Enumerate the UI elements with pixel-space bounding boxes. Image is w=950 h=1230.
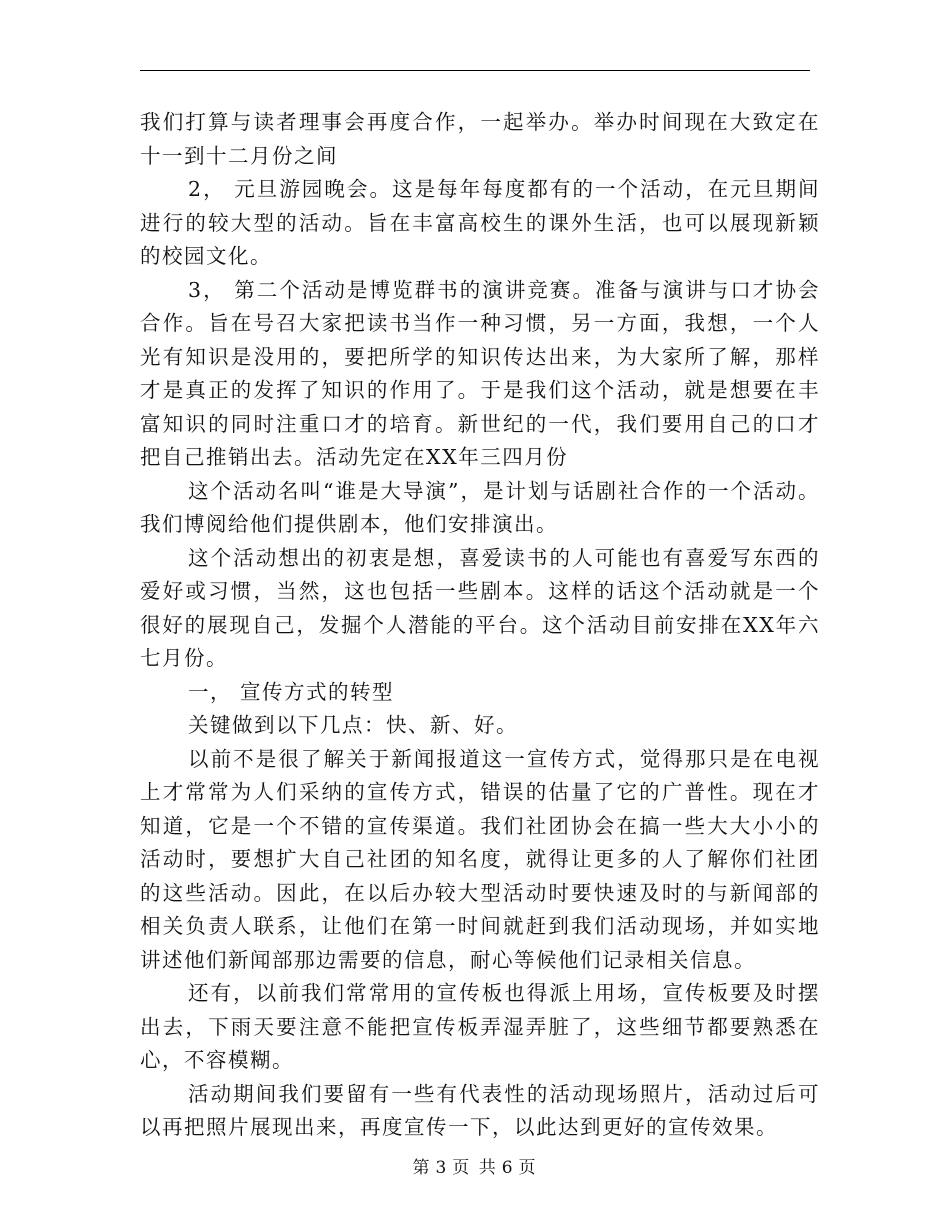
footer-prefix: 第 <box>412 1158 432 1178</box>
paragraph-5: 这个活动想出的初衷是想，喜爱读书的人可能也有喜爱写东西的爱好或习惯，当然，这也包括一些剧本。这样的话这个活动就是一个很好的展现自己，发掘个人潜能的平台。这个活动目前安排在XX年六七月份。 <box>140 545 820 670</box>
total-pages-number: 6 <box>501 1158 515 1178</box>
paragraph-8: 以前不是很了解关于新闻报道这一宣传方式，觉得那只是在电视上才常常为人们采纳的宣传方式，错误的估量了它的广普性。现在才知道，它是一个不错的宣传渠道。我们社团协会在搞一些大大小小的活动时，要想扩大自己社团的知名度，就得让更多的人了解你们社团的这些活动。因此，在以后办较大型活动时要快速及时的与新闻部的相关负责人联系，让他们在第一时间就赶到我们活动现场，并如实地讲述他们新闻部那边需要的信息，耐心等候他们记录相关信息。 <box>140 746 820 972</box>
footer-middle: 页 共 <box>452 1158 498 1178</box>
section-heading: 一， 宣传方式的转型 <box>188 679 395 704</box>
paragraph-10: 活动期间我们要留有一些有代表性的活动现场照片，活动过后可以再把照片展现出来，再度宣传一下，以此达到更好的宣传效果。 <box>140 1081 820 1139</box>
paragraph-1: 我们打算与读者理事会再度合作，一起举办。举办时间现在大致定在十一到十二月份之间 <box>140 110 820 168</box>
paragraph-9: 还有，以前我们常常用的宣传板也得派上用场，宣传板要及时摆出去，下雨天要注意不能把宣传板弄湿弄脏了，这些细节都要熟悉在心，不容模糊。 <box>140 981 820 1072</box>
header-rule <box>140 70 810 71</box>
footer-suffix: 页 <box>518 1158 538 1178</box>
paragraph-7: 关键做到以下几点：快、新、好。 <box>188 713 518 737</box>
paragraph-2: 2， 元旦游园晚会。这是每年每度都有的一个活动，在元旦期间进行的较大型的活动。旨在丰富高校生的课外生活，也可以展现新颖的校园文化。 <box>140 177 820 268</box>
body-text <box>140 106 820 1145</box>
page-footer <box>0 1153 950 1178</box>
paragraph-3: 3， 第二个活动是博览群书的演讲竞赛。准备与演讲与口才协会合作。旨在号召大家把读书当作一种习惯，另一方面，我想，一个人光有知识是没用的，要把所学的知识传达出来，为大家所了解，那样才是真正的发挥了知识的作用了。于是我们这个活动，就是想要在丰富知识的同时注重口才的培育。新世纪的一代，我们要用自己的口才把自己推销出去。活动先定在XX年三四月份 <box>140 277 820 469</box>
paragraph-4: 这个活动名叫“谁是大导演”，是计划与话剧社合作的一个活动。我们博阅给他们提供剧本，他们安排演出。 <box>140 478 820 536</box>
current-page-number: 3 <box>435 1158 449 1178</box>
